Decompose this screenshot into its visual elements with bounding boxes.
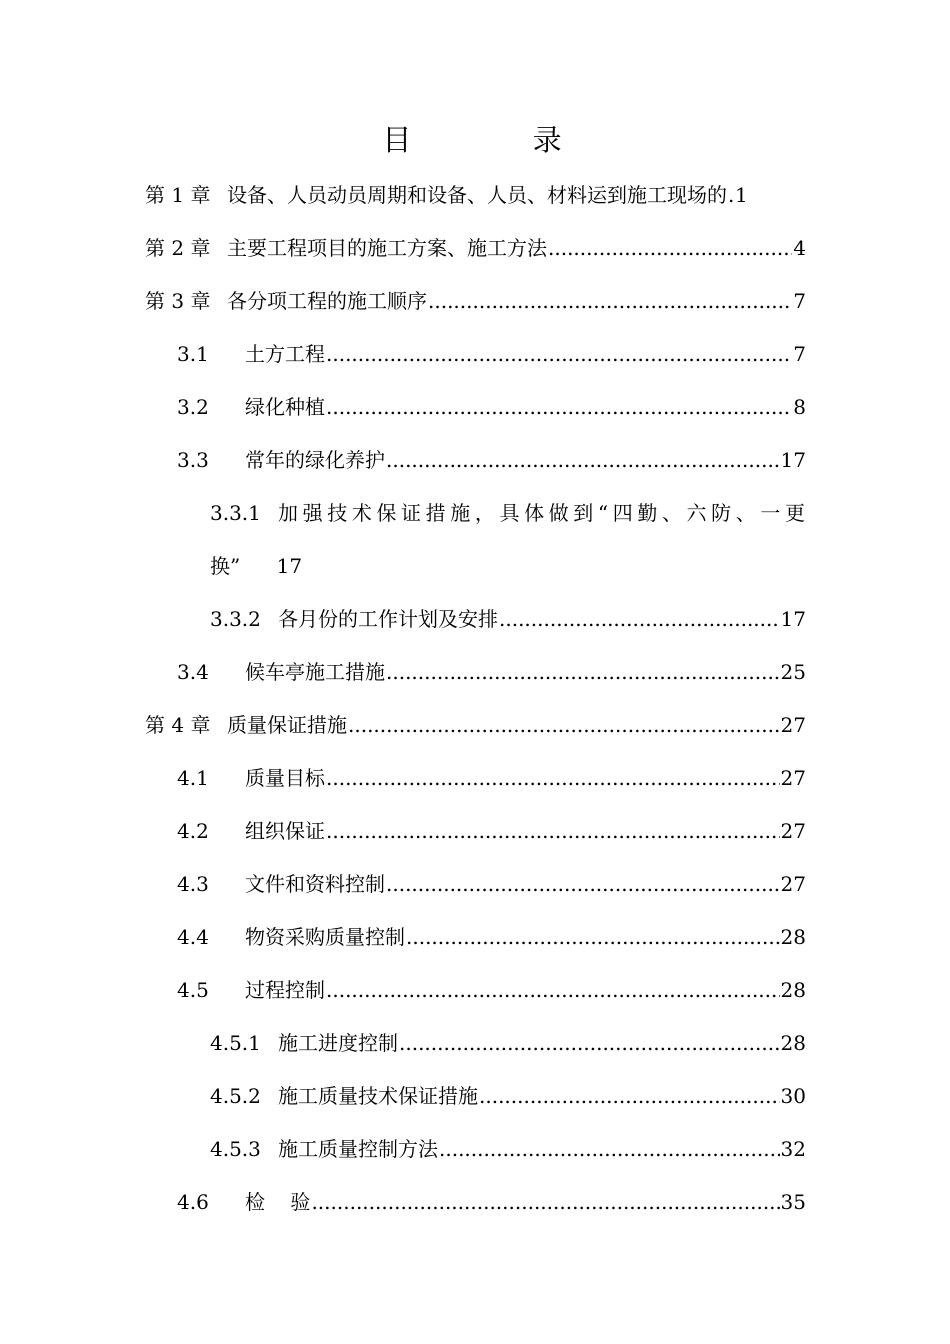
toc-entry-page: 27 [780,766,806,790]
toc-entry-title: 各分项工程的施工顺序 [227,289,427,313]
toc-entry-title: 常年的绿化养护 [245,448,385,472]
toc-entry-title: 文件和资料控制 [245,872,385,896]
toc-entry-title: 绿化种植 [245,395,325,419]
toc-leader-dots [348,699,780,752]
toc-entry-number: 4.5 [177,978,209,1002]
toc-entry-number: 4.5.1 [210,1031,261,1055]
toc-leader-dots [326,328,792,381]
toc-entry-page: 7 [793,342,806,366]
toc-entry-page: 7 [793,289,806,313]
toc-entry-number: 4.5.3 [210,1137,261,1161]
toc-entry-number: 第 1 章 [145,183,211,207]
toc-entry[interactable] [177,752,806,805]
toc-entry[interactable] [177,328,806,381]
toc-leader-dots [326,752,780,805]
toc-entry[interactable] [145,222,806,275]
toc-entry-number: 4.6 [177,1190,209,1214]
toc-entry-title: 设备、人员动员周期和设备、人员、材料运到施工现场的 [227,183,727,207]
toc-entry-title: 施工质量控制方法 [278,1137,438,1161]
toc-entry-number: 3.3 [177,448,209,472]
toc-entry[interactable] [210,487,806,593]
toc-entry-number: 第 4 章 [145,713,211,737]
toc-entry-number: 4.5.2 [210,1084,261,1108]
toc-entry-title: 加强技术保证措施，具体做到“四勤、六防、一更 [278,501,806,525]
toc-entry-number: 第 2 章 [145,236,211,260]
toc-entry-page: 1 [735,183,748,207]
toc-entry-number: 3.2 [177,395,209,419]
toc-entry-title: 物资采购质量控制 [245,925,405,949]
toc-leader-dots [399,1017,780,1070]
toc-entry-title: 检 验 [245,1190,311,1214]
toc-entry-number: 第 3 章 [145,289,211,313]
toc-entry-title: 质量保证措施 [227,713,347,737]
toc-entry-page: 4 [793,236,806,260]
toc-leader-dots [479,1070,780,1123]
toc-entry[interactable] [177,911,806,964]
toc-entry[interactable] [177,646,806,699]
toc-entry-title: 候车亭施工措施 [245,660,385,684]
toc-entry-title: 各月份的工作计划及安排 [278,607,498,631]
toc-leader-dots [386,646,780,699]
toc-entry-page: 27 [780,713,806,737]
toc-entry[interactable] [210,1070,806,1123]
toc-entry-number: 3.4 [177,660,209,684]
toc-entry-number: 3.3.2 [210,607,261,631]
toc-entry-title: 施工进度控制 [278,1031,398,1055]
toc-leader-dots [326,805,780,858]
toc-entry-page: 28 [780,1031,806,1055]
toc-entry-number: 3.3.1 [210,501,261,525]
toc-entry-page: 25 [780,660,806,684]
toc-entry-page: 17 [276,554,303,578]
toc-entry[interactable] [177,858,806,911]
toc-entry-number: 4.2 [177,819,209,843]
toc-entry[interactable] [177,1176,806,1229]
toc-entry-page: 28 [780,978,806,1002]
toc-entry[interactable] [210,593,806,646]
toc-entry-page: 30 [780,1084,806,1108]
toc-leader-dots [728,169,734,222]
toc-entry[interactable] [145,275,806,328]
toc-leader-dots [311,1176,779,1229]
toc-entry-title: 组织保证 [245,819,325,843]
toc-entry-title: 施工质量技术保证措施 [278,1084,478,1108]
toc-title: 目 录 [382,123,618,157]
toc-entry-number: 3.1 [177,342,209,366]
toc-leader-dots [406,911,780,964]
toc-entry-page: 27 [780,819,806,843]
toc-entry[interactable] [177,381,806,434]
toc-entry[interactable] [145,169,806,222]
toc-entry-number: 4.1 [177,766,209,790]
toc-entry-number: 4.4 [177,925,209,949]
toc-entry-title: 质量目标 [245,766,325,790]
toc-entry-page: 32 [780,1137,806,1161]
toc-entry-title-continued: 换” [210,554,241,578]
toc-entry-page: 27 [780,872,806,896]
toc-entry-page: 28 [780,925,806,949]
toc-entry[interactable] [210,1017,806,1070]
toc-entry-page: 8 [793,395,806,419]
toc-leader-dots [326,964,780,1017]
toc-leader-dots [386,434,780,487]
toc-entry-page: 17 [780,448,806,472]
toc-entry-title: 主要工程项目的施工方案、施工方法 [227,236,547,260]
toc-entry-page: 17 [780,607,806,631]
toc-leader-dots [386,858,780,911]
toc-leader-dots [326,381,792,434]
toc-entry[interactable] [177,805,806,858]
toc-entry[interactable] [177,434,806,487]
toc-entry[interactable] [210,1123,806,1176]
toc-leader-dots [439,1123,780,1176]
toc-entry-title: 过程控制 [245,978,325,1002]
toc-entry-number: 4.3 [177,872,209,896]
toc-entry-title: 土方工程 [245,342,325,366]
toc-entry[interactable] [177,964,806,1017]
toc-leader-dots [499,593,780,646]
toc-leader-dots [548,222,792,275]
toc-leader-dots [428,275,792,328]
toc-entry[interactable] [145,699,806,752]
toc-entry-page: 35 [780,1190,806,1214]
